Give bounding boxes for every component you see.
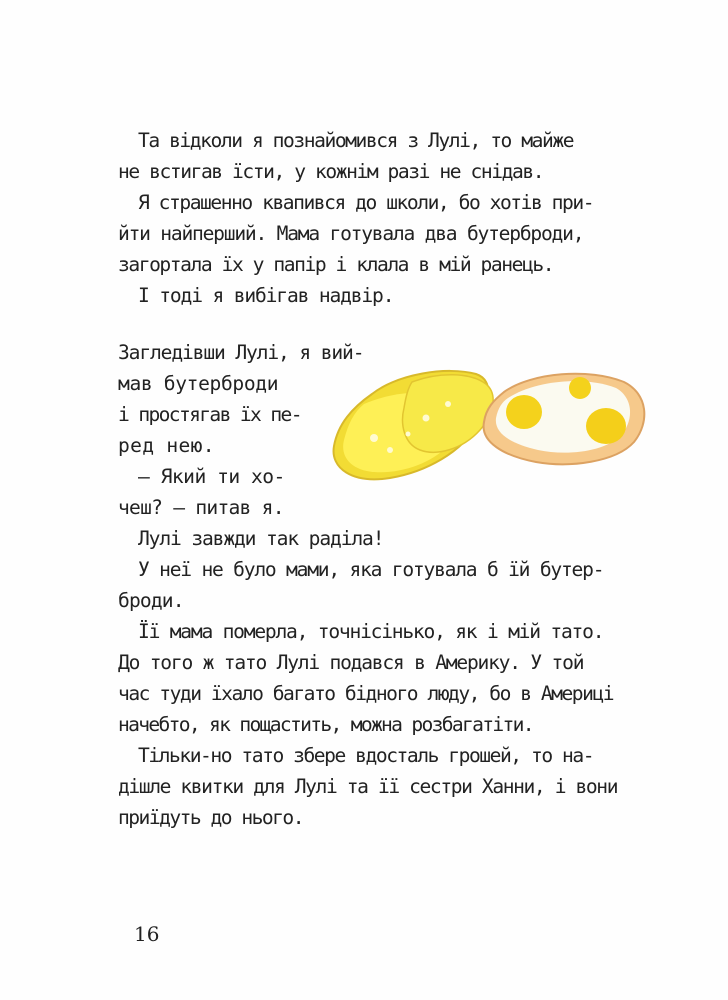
text-line: Загледівши Лулі, я вий- — [118, 341, 364, 364]
text-line: броди. — [118, 589, 184, 612]
text-line: Тільки-но тато збере вдосталь грошей, то на- — [138, 744, 594, 767]
text-line: Та відколи я познайомився з Лулі, то майже — [138, 129, 574, 152]
page-number: 16 — [134, 922, 160, 946]
text-line: не встигав їсти, у кожнім разі не снідав. — [118, 160, 544, 183]
text-line: дішле квитки для Лулі та її сестри Ханни, і вони — [118, 775, 618, 798]
text-line: ред нею. — [118, 434, 215, 457]
text-line: — Який ти хо- — [138, 465, 285, 488]
text-line: І тоді я вибігав надвір. — [138, 284, 394, 307]
text-line: чеш? — питав я. — [118, 496, 284, 519]
text-line: Я страшенно квапився до школи, бо хотів при- — [138, 191, 594, 214]
text-line: Її мама померла, точнісінько, як і мій тато. — [138, 620, 604, 643]
egg-sandwich — [484, 374, 645, 465]
sandwiches-illustration — [328, 364, 648, 486]
cheese-sandwich — [334, 371, 494, 479]
text-line: і простягав їх пе- — [118, 403, 301, 426]
text-line: час туди їхало багато бідного люду, бо в Америці — [118, 682, 614, 705]
text-line: До того ж тато Лулі подався в Америку. У той — [118, 651, 584, 674]
text-line: загортала їх у папір і клала в мій ранець. — [118, 253, 554, 276]
text-line: У неї не було мами, яка готувала б їй бутер- — [138, 558, 604, 581]
text-line: мав бутерброди — [118, 372, 279, 395]
text-line: приїдуть до нього. — [118, 806, 303, 829]
text-line: йти найперший. Мама готувала два бутерброди, — [118, 222, 584, 245]
text-line: начебто, як пощастить, можна розбагатіти. — [118, 713, 533, 736]
text-line: Лулі завжди так раділа! — [138, 527, 384, 550]
